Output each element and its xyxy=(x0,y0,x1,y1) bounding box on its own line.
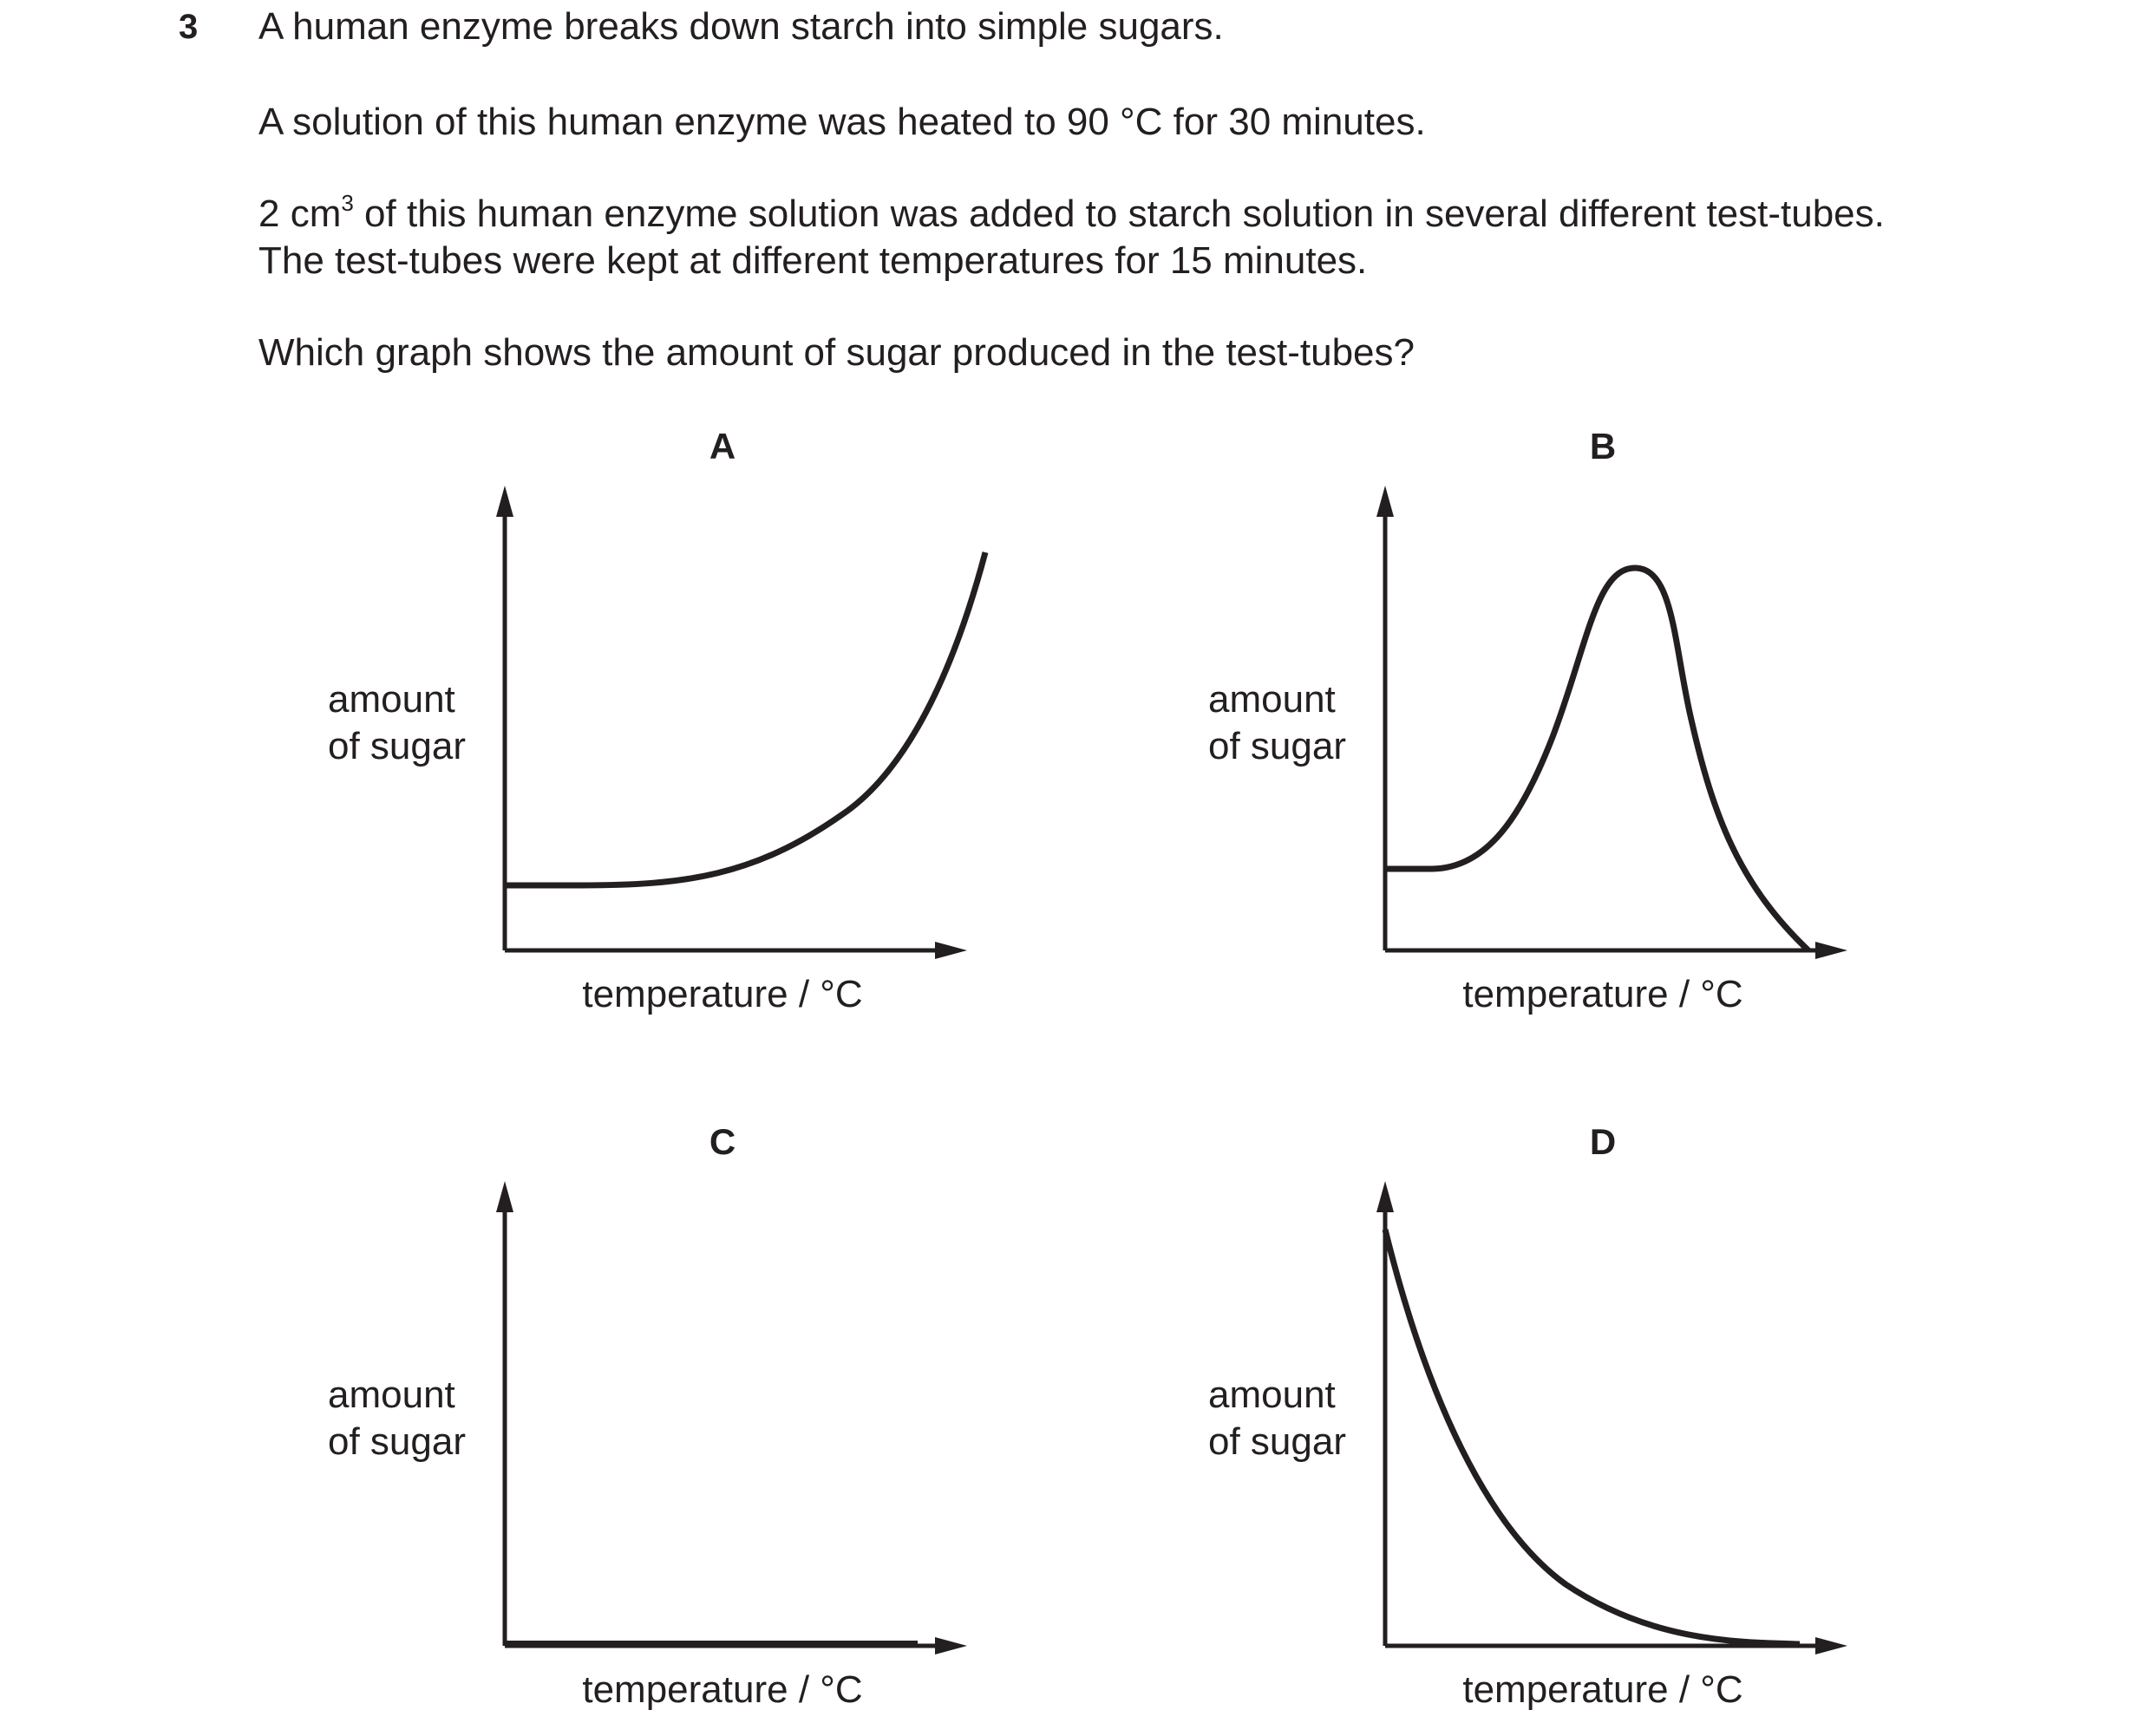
graph-c-x-arrowhead xyxy=(935,1637,967,1654)
graph-d-y-arrowhead xyxy=(1376,1181,1394,1212)
question-line-1: A human enzyme breaks down starch into simple sugars. xyxy=(258,5,1224,48)
question-line-3-rest: of this human enzyme solution was added to starch solution in several different test-tubes. xyxy=(353,193,1885,235)
graph-c-y-axis-label: amount of sugar xyxy=(328,1374,466,1463)
quantity-text: 2 cm xyxy=(258,193,342,235)
graph-a-y-axis-label: amount of sugar xyxy=(328,678,466,767)
question-line-2: A solution of this human enzyme was heated to 90 °C for 30 minutes. xyxy=(258,101,1426,143)
graph-b-letter: B xyxy=(1589,426,1617,467)
superscript-3: 3 xyxy=(341,190,354,216)
question-line-5: Which graph shows the amount of sugar produced in the test-tubes? xyxy=(258,331,1415,374)
graph-a-curve xyxy=(505,552,985,885)
graph-d-curve xyxy=(1385,1230,1800,1644)
graph-a-y-arrowhead xyxy=(496,486,513,517)
graph-d-x-arrowhead xyxy=(1815,1637,1847,1654)
graph-b-y-arrowhead xyxy=(1376,486,1394,517)
question-line-4: The test-tubes were kept at different temperatures for 15 minutes. xyxy=(258,239,1368,282)
graph-b-x-axis-label: temperature / °C xyxy=(1462,973,1743,1015)
graph-c-x-axis-label: temperature / °C xyxy=(582,1668,863,1711)
graph-a-letter: A xyxy=(709,426,736,467)
question-line-3 xyxy=(258,191,1885,238)
question-number: 3 xyxy=(179,8,199,46)
graph-c-y-arrowhead xyxy=(496,1181,513,1212)
graph-b-x-arrowhead xyxy=(1815,942,1847,959)
graph-d-plot xyxy=(1201,1112,2086,1736)
graph-d[interactable] xyxy=(1201,1112,2086,1736)
graph-c[interactable] xyxy=(321,1112,1206,1736)
graph-a[interactable] xyxy=(321,416,1206,1041)
graph-c-letter: C xyxy=(709,1121,736,1162)
graph-b-plot xyxy=(1201,416,2086,1041)
graph-b-y-axis-label: amount of sugar xyxy=(1208,678,1346,767)
graph-a-plot xyxy=(321,416,1206,1041)
graph-a-x-axis-label: temperature / °C xyxy=(582,973,863,1015)
graph-c-plot xyxy=(321,1112,1206,1736)
graph-d-x-axis-label: temperature / °C xyxy=(1462,1668,1743,1711)
graph-d-y-axis-label: amount of sugar xyxy=(1208,1374,1346,1463)
graph-a-x-arrowhead xyxy=(935,942,967,959)
graph-b-curve xyxy=(1385,568,1808,950)
graph-b[interactable] xyxy=(1201,416,2086,1041)
graph-d-letter: D xyxy=(1589,1121,1617,1162)
